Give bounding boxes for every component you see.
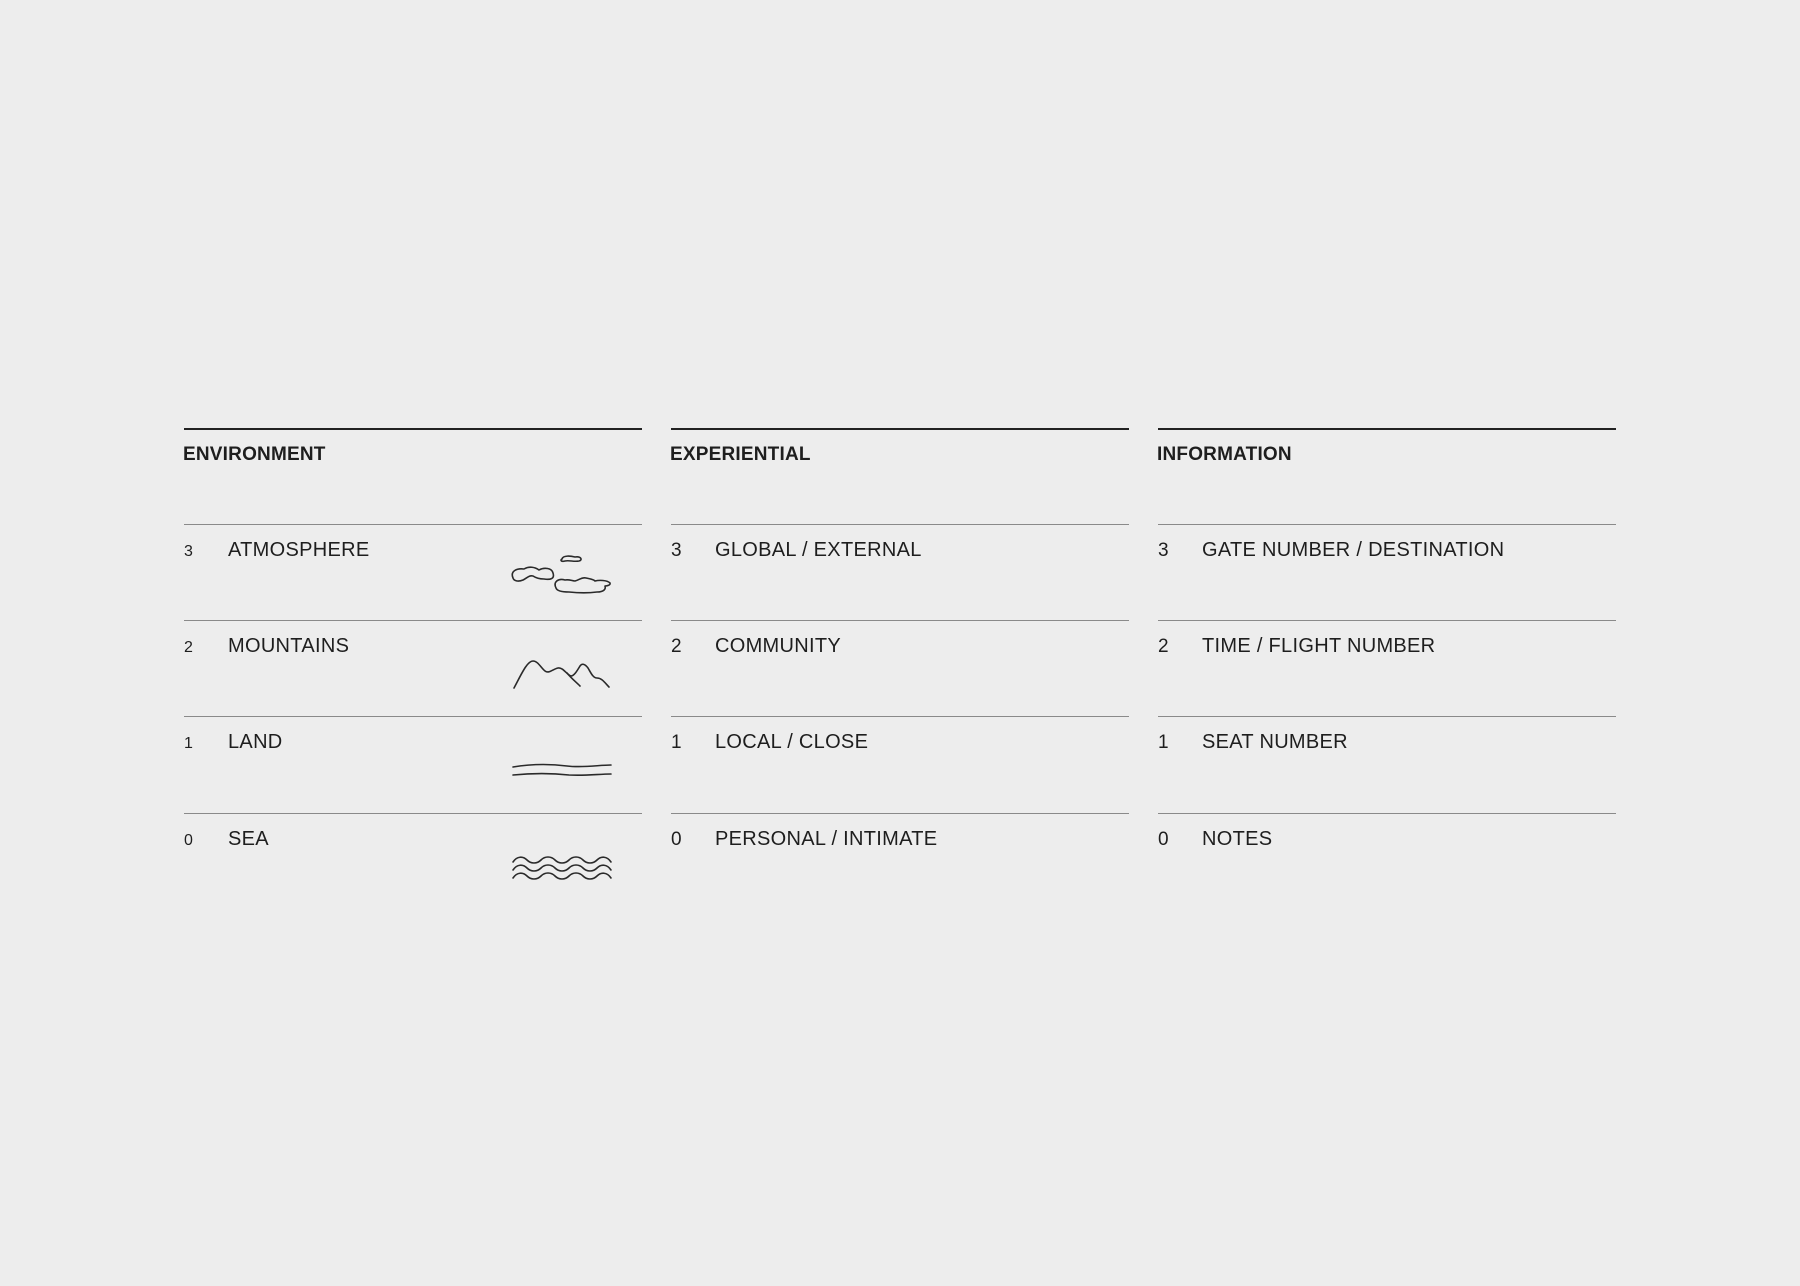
- column-experiential: [671, 428, 1129, 878]
- row-global-external: [671, 524, 1129, 621]
- row-label: TIME / FLIGHT NUMBER: [1202, 635, 1436, 657]
- row-label: MOUNTAINS: [228, 635, 350, 657]
- row-label: NOTES: [1202, 828, 1273, 850]
- row-label: COMMUNITY: [715, 635, 842, 657]
- row-notes: [1158, 813, 1616, 910]
- column-title: ENVIRONMENT: [183, 444, 326, 465]
- column-information: [1158, 428, 1616, 878]
- level-number: 2: [671, 636, 682, 657]
- mountains-icon: [511, 647, 627, 707]
- row-label: SEA: [228, 828, 269, 850]
- column-title: INFORMATION: [1157, 444, 1292, 465]
- row-label: PERSONAL / INTIMATE: [715, 828, 938, 850]
- level-number: 0: [1158, 829, 1169, 850]
- level-number: 1: [671, 732, 682, 753]
- row-label: SEAT NUMBER: [1202, 731, 1348, 753]
- row-label: GLOBAL / EXTERNAL: [715, 539, 922, 561]
- column-title: EXPERIENTIAL: [670, 444, 811, 465]
- level-number: 1: [1158, 732, 1169, 753]
- row-land: [184, 716, 642, 813]
- row-personal-intimate: [671, 813, 1129, 910]
- row-gate-number-destination: [1158, 524, 1616, 621]
- level-number: 0: [184, 832, 193, 849]
- row-seat-number: [1158, 716, 1616, 813]
- row-local-close: [671, 716, 1129, 813]
- column-environment: [184, 428, 642, 878]
- row-community: [671, 620, 1129, 717]
- level-number: 3: [184, 543, 193, 560]
- waves-icon: [511, 840, 627, 900]
- level-number: 2: [184, 639, 193, 656]
- level-number: 2: [1158, 636, 1169, 657]
- row-label: ATMOSPHERE: [228, 539, 370, 561]
- row-atmosphere: [184, 524, 642, 621]
- column-top-rule: [671, 428, 1129, 430]
- row-label: GATE NUMBER / DESTINATION: [1202, 539, 1505, 561]
- column-top-rule: [184, 428, 642, 430]
- row-label: LOCAL / CLOSE: [715, 731, 869, 753]
- column-top-rule: [1158, 428, 1616, 430]
- land-lines-icon: [511, 743, 627, 803]
- row-sea: [184, 813, 642, 910]
- level-number: 3: [671, 540, 682, 561]
- row-mountains: [184, 620, 642, 717]
- clouds-icon: [511, 551, 627, 611]
- level-number: 1: [184, 735, 193, 752]
- row-time-flight-number: [1158, 620, 1616, 717]
- level-number: 3: [1158, 540, 1169, 561]
- row-label: LAND: [228, 731, 283, 753]
- level-number: 0: [671, 829, 682, 850]
